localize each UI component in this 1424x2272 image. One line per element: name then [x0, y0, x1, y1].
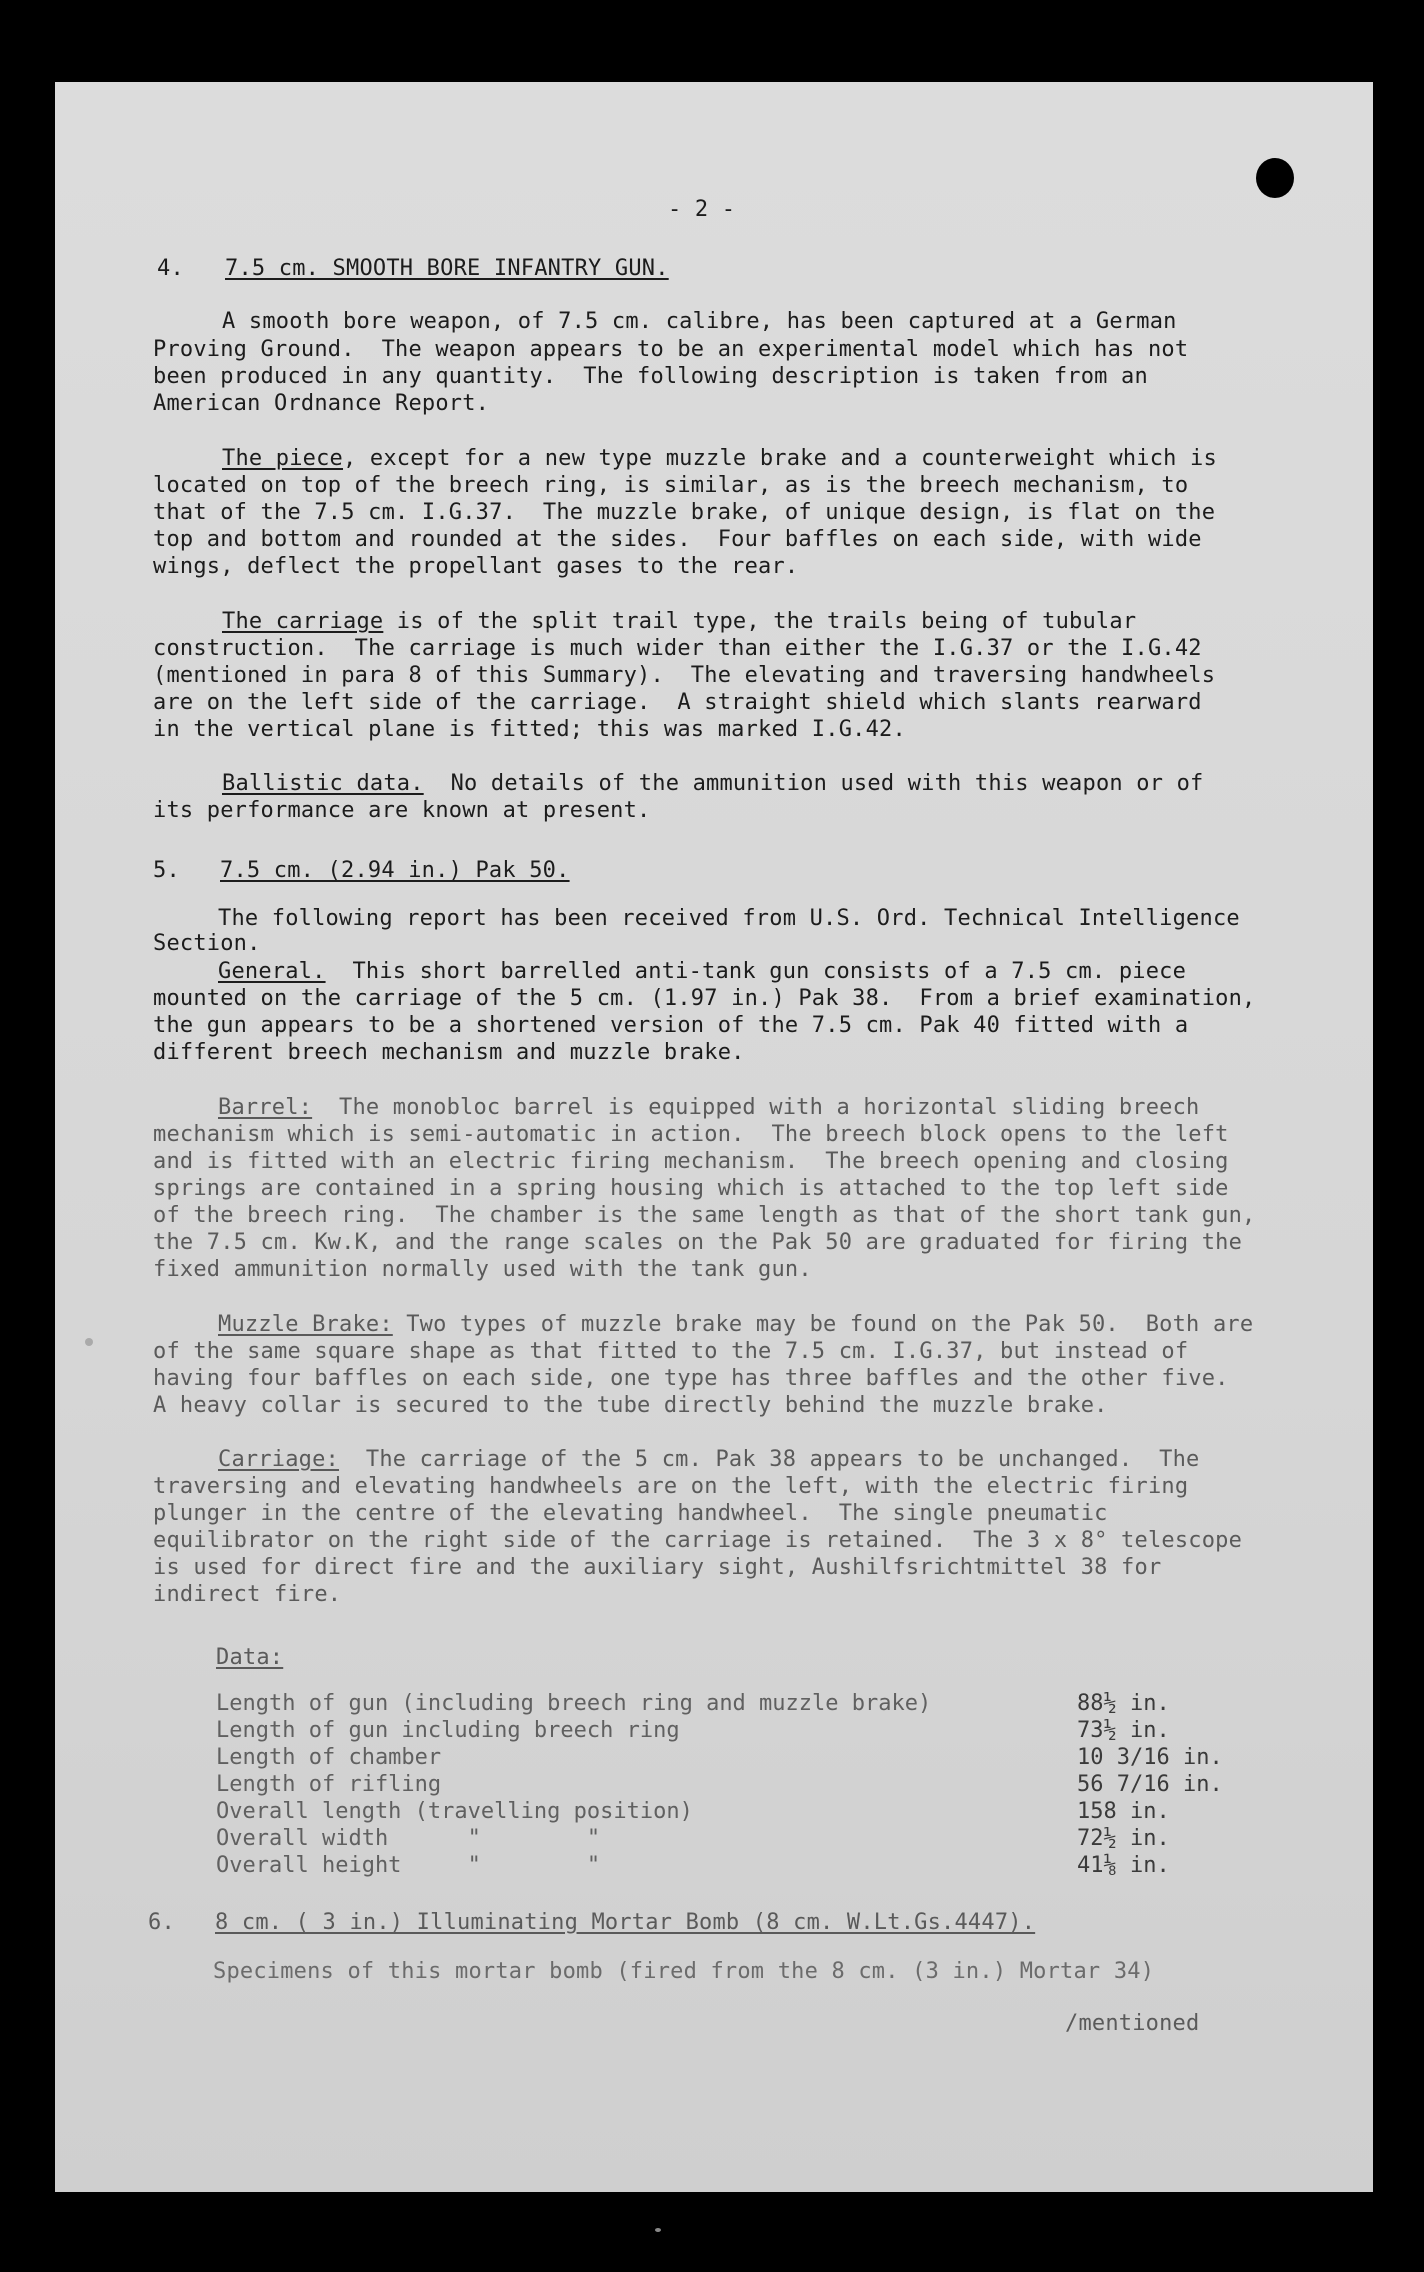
paragraph-first-line: The piece, except for a new type muzzle brake and a counterweight which is: [222, 446, 1217, 471]
speck: [655, 2228, 661, 2232]
paragraph-first-line: Ballistic data. No details of the ammunition used with this weapon or of: [222, 771, 1204, 796]
data-row-label: Length of chamber: [216, 1745, 442, 1770]
paragraph-line: its performance are known at present.: [153, 798, 651, 823]
data-heading: Data:: [216, 1645, 284, 1670]
data-row-label: Overall height " ": [216, 1853, 601, 1878]
paragraph-line: is used for direct fire and the auxiliary sight, Aushilfsrichtmittel 38 for: [153, 1555, 1162, 1580]
paragraph-line: in the vertical plane is fitted; this was marked I.G.42.: [153, 717, 906, 742]
subheading: The carriage: [222, 609, 384, 634]
punch-hole: [1256, 158, 1294, 198]
paragraph-first-line: Barrel: The monobloc barrel is equipped with a horizontal sliding breech: [218, 1095, 1200, 1120]
paragraph-line: The following report has been received from U.S. Ord. Technical Intelligence: [218, 906, 1240, 931]
paragraph-first-line: The carriage is of the split trail type, the trails being of tubular: [222, 609, 1137, 634]
paragraph-first-line: General. This short barrelled anti-tank gun consists of a 7.5 cm. piece: [218, 959, 1187, 984]
paragraph-line: construction. The carriage is much wider than either the I.G.37 or the I.G.42: [153, 636, 1202, 661]
data-row-label: Overall length (travelling position): [216, 1799, 693, 1824]
section-number: 6.: [148, 1910, 175, 1935]
paragraph-line: mechanism which is semi-automatic in action. The breech block opens to the left: [153, 1122, 1229, 1147]
paragraph-line: having four baffles on each side, one type has three baffles and the other five.: [153, 1366, 1229, 1391]
data-row-label: Length of gun (including breech ring and muzzle brake): [216, 1691, 932, 1716]
paragraph-line: are on the left side of the carriage. A straight shield which slants rearward: [153, 690, 1202, 715]
paragraph-line: A smooth bore weapon, of 7.5 cm. calibre, has been captured at a German: [222, 309, 1177, 334]
subheading: Ballistic data.: [222, 771, 424, 796]
data-row-value: 88½ in.: [1077, 1691, 1170, 1716]
paragraph-line: traversing and elevating handwheels are on the left, with the electric firing: [153, 1474, 1189, 1499]
paragraph-line: top and bottom and rounded at the sides. Four baffles on each side, with wide: [153, 527, 1202, 552]
paragraph-line: of the breech ring. The chamber is the same length as that of the short tank gun,: [153, 1203, 1256, 1228]
paragraph-line: different breech mechanism and muzzle brake.: [153, 1040, 745, 1065]
paragraph-first-line: Muzzle Brake: Two types of muzzle brake may be found on the Pak 50. Both are: [218, 1312, 1254, 1337]
data-row-label: Length of rifling: [216, 1772, 442, 1797]
subheading: Barrel:: [218, 1095, 313, 1120]
paragraph-line: the gun appears to be a shortened version of the 7.5 cm. Pak 40 fitted with a: [153, 1013, 1189, 1038]
paragraph-line: A heavy collar is secured to the tube directly behind the muzzle brake.: [153, 1393, 1108, 1418]
data-row-label: Overall width " ": [216, 1826, 601, 1851]
section-title: 8 cm. ( 3 in.) Illuminating Mortar Bomb (8 cm. W.Lt.Gs.4447).: [215, 1910, 1036, 1935]
paragraph-line: located on top of the breech ring, is similar, as is the breech mechanism, to: [153, 473, 1189, 498]
paragraph-line: fixed ammunition normally used with the tank gun.: [153, 1257, 812, 1282]
paragraph-line: the 7.5 cm. Kw.K, and the range scales on the Pak 50 are graduated for firing the: [153, 1230, 1243, 1255]
catchword: /mentioned: [1065, 2011, 1200, 2036]
section-number: 4.: [157, 256, 184, 281]
section-title: 7.5 cm. SMOOTH BORE INFANTRY GUN.: [225, 256, 669, 281]
paragraph-line: mounted on the carriage of the 5 cm. (1.97 in.) Pak 38. From a brief examination,: [153, 986, 1256, 1011]
paragraph-line: Proving Ground. The weapon appears to be an experimental model which has not: [153, 337, 1189, 362]
subheading: Muzzle Brake:: [218, 1312, 393, 1337]
paragraph-line: equilibrator on the right side of the carriage is retained. The 3 x 8° telescope: [153, 1528, 1243, 1553]
paragraph-line: that of the 7.5 cm. I.G.37. The muzzle brake, of unique design, is flat on the: [153, 500, 1216, 525]
speck: [85, 1338, 93, 1346]
section-number: 5.: [153, 858, 180, 883]
data-row-value: 56 7/16 in.: [1077, 1772, 1223, 1797]
paragraph-line: Specimens of this mortar bomb (fired from the 8 cm. (3 in.) Mortar 34): [213, 1959, 1155, 1984]
paragraph-line: plunger in the centre of the elevating handwheel. The single pneumatic: [153, 1501, 1108, 1526]
paragraph-line: wings, deflect the propellant gases to the rear.: [153, 554, 799, 579]
paragraph-first-line: Carriage: The carriage of the 5 cm. Pak 38 appears to be unchanged. The: [218, 1447, 1200, 1472]
paragraph-line: indirect fire.: [153, 1582, 342, 1607]
data-row-value: 41⅛ in.: [1077, 1853, 1170, 1878]
subheading: General.: [218, 959, 326, 984]
section-title: 7.5 cm. (2.94 in.) Pak 50.: [220, 858, 570, 883]
paragraph-line: (mentioned in para 8 of this Summary). The elevating and traversing handwheels: [153, 663, 1216, 688]
paragraph-line: and is fitted with an electric firing mechanism. The breech opening and closing: [153, 1149, 1229, 1174]
paragraph-line: springs are contained in a spring housing which is attached to the top left side: [153, 1176, 1229, 1201]
paragraph-line: been produced in any quantity. The following description is taken from an: [153, 364, 1148, 389]
data-row-label: Length of gun including breech ring: [216, 1718, 680, 1743]
paragraph-line: Section.: [153, 931, 261, 956]
paragraph-line: of the same square shape as that fitted to the 7.5 cm. I.G.37, but instead of: [153, 1339, 1189, 1364]
data-row-value: 158 in.: [1077, 1799, 1170, 1824]
data-row-value: 72½ in.: [1077, 1826, 1170, 1851]
paragraph-line: American Ordnance Report.: [153, 391, 490, 416]
data-row-value: 73½ in.: [1077, 1718, 1170, 1743]
data-row-value: 10 3/16 in.: [1077, 1745, 1223, 1770]
subheading: Carriage:: [218, 1447, 340, 1472]
subheading: The piece: [222, 446, 344, 471]
page-number: - 2 -: [668, 197, 736, 222]
